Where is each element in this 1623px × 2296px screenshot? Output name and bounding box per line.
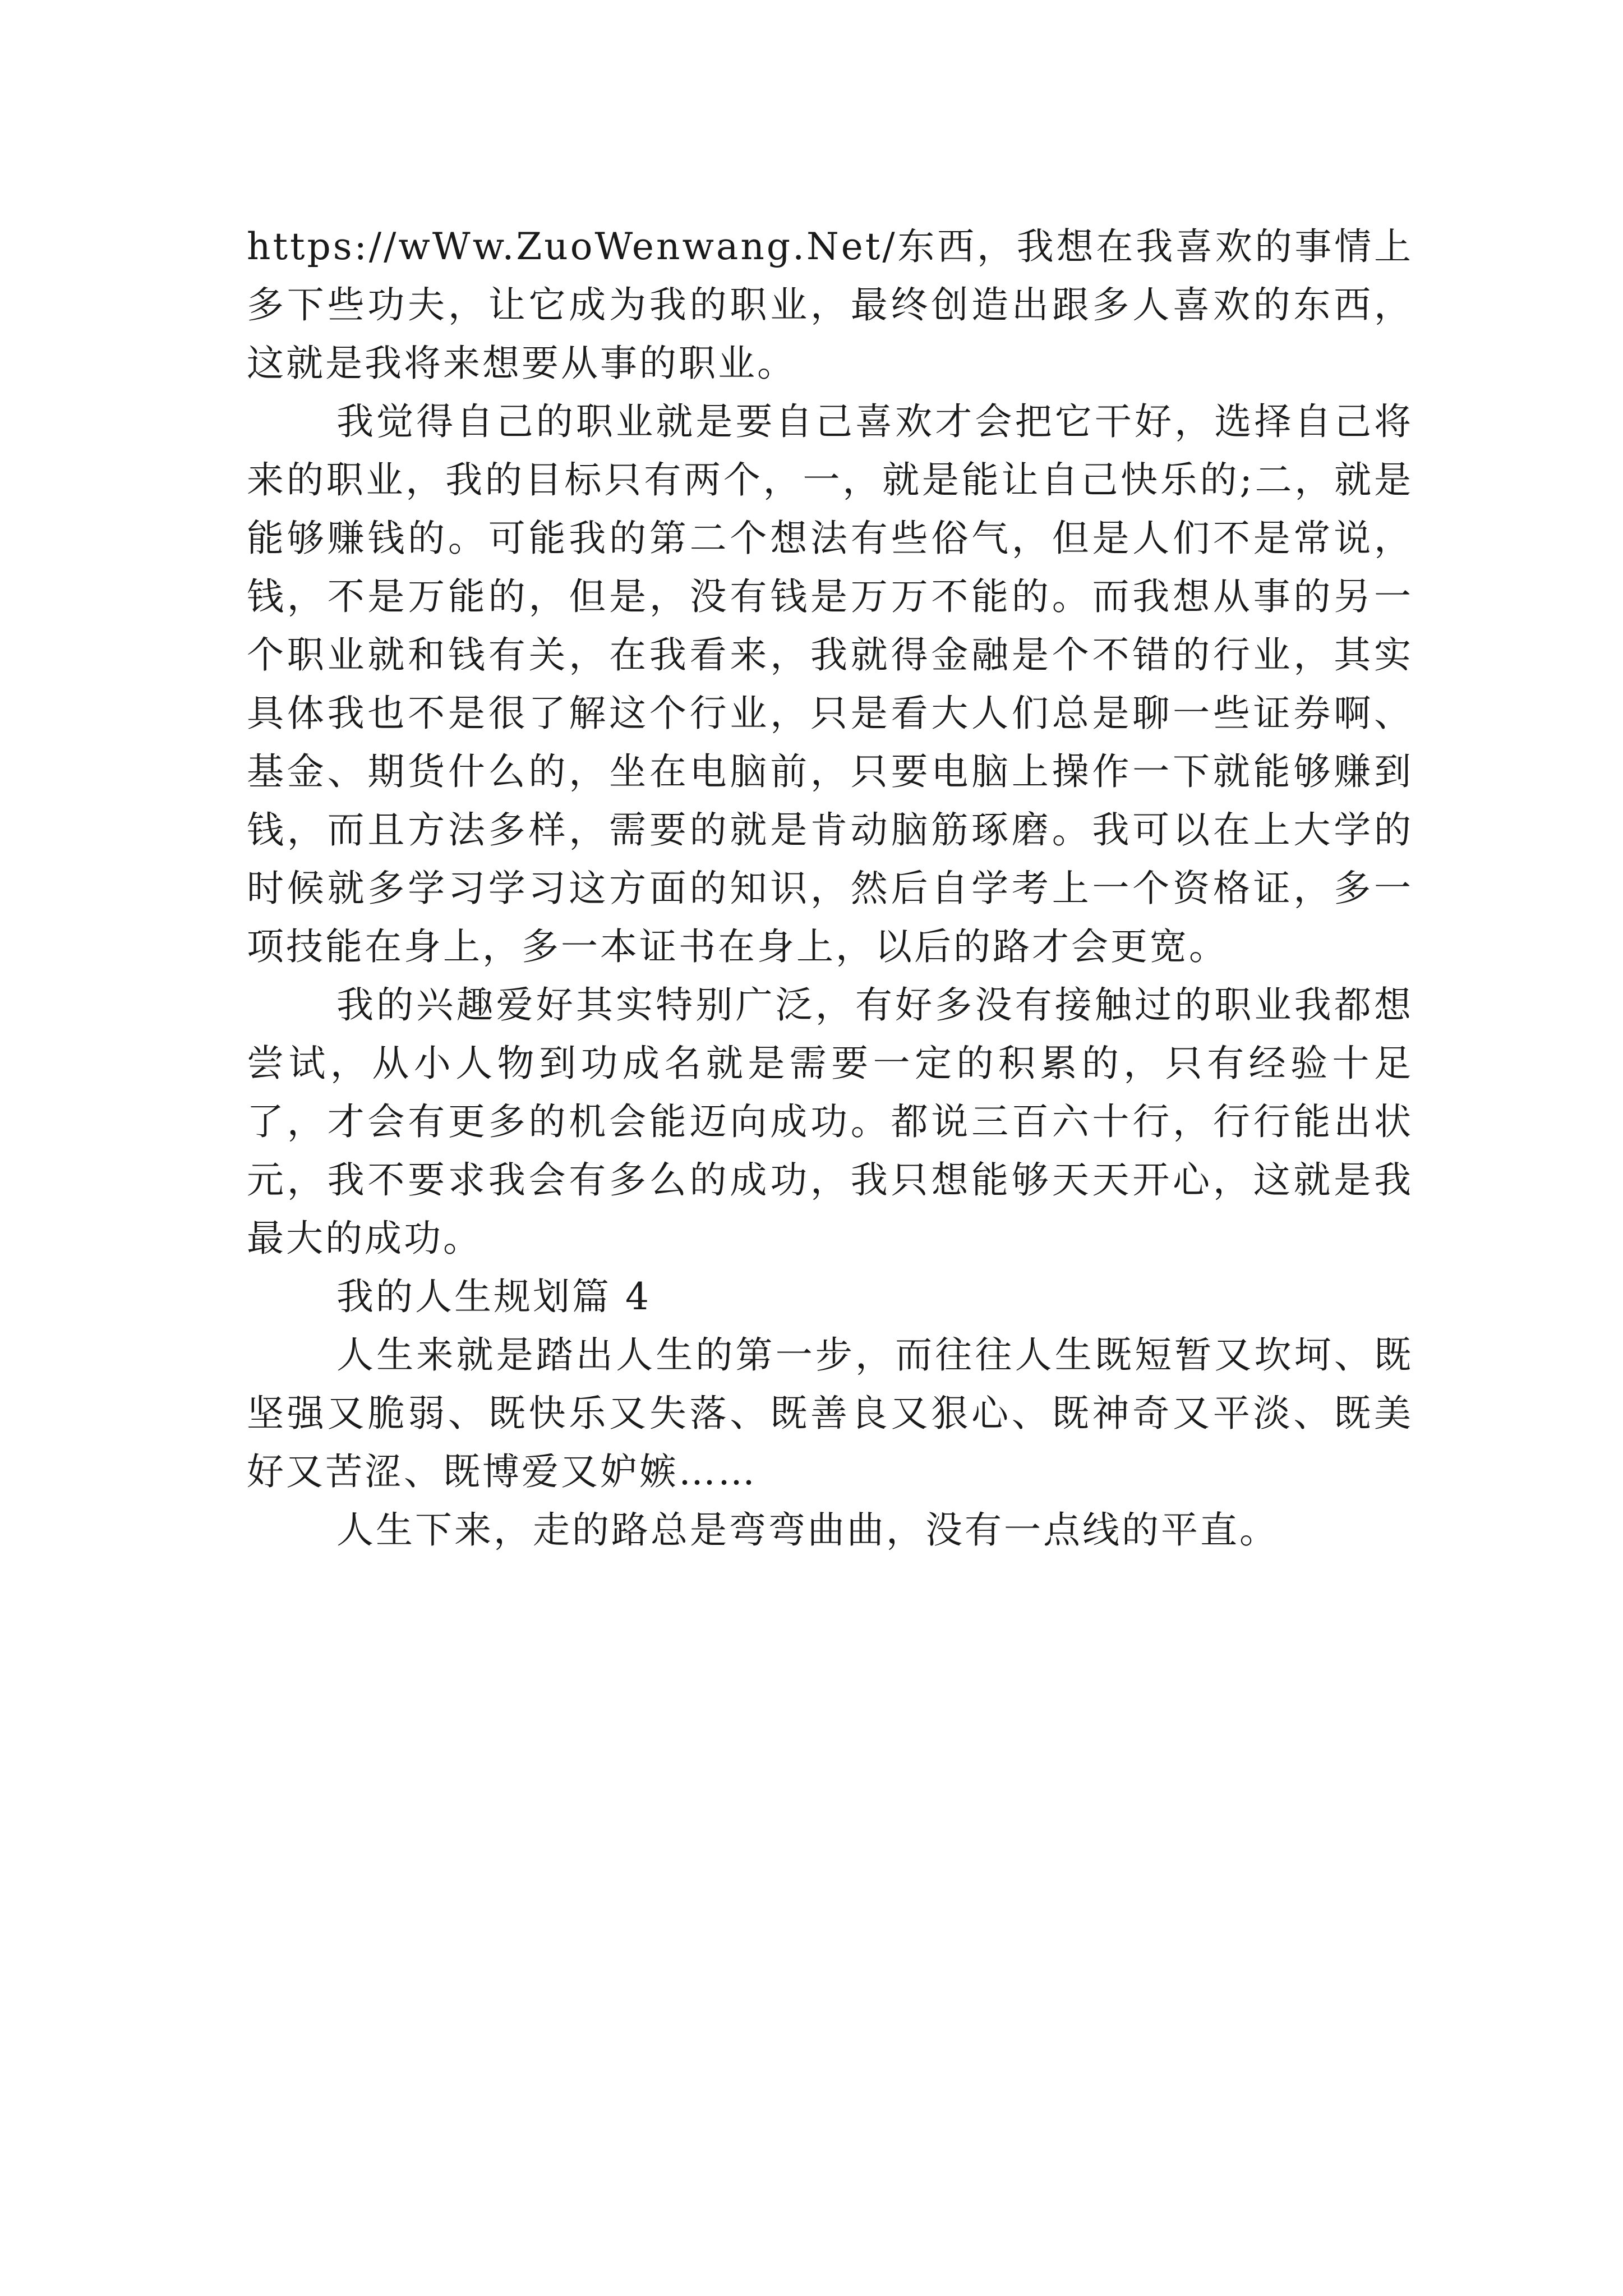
paragraph-3: 我的兴趣爱好其实特别广泛，有好多没有接触过的职业我都想尝试，从小人物到功成名就是需要一定的积累的，只有经验十足了，才会有更多的机会能迈向成功。都说三百六十行，行行能出状元，我不要求我会有多么的成功，我只想能够天天开心，这就是我最大的成功。 bbox=[247, 983, 1413, 1260]
section-heading: 我的人生规划篇 4 bbox=[336, 1275, 651, 1318]
paragraph-4: 人生来就是踏出人生的第一步，而往往人生既短暂又坎坷、既坚强又脆弱、既快乐又失落、既善良又狠心、既神奇又平淡、既美好又苦涩、既博爱又妒嫉…… bbox=[247, 1333, 1413, 1493]
paragraph-1: https://wWw.ZuoWenwang.Net/东西，我想在我喜欢的事情上多下些功夫，让它成为我的职业，最终创造出跟多人喜欢的东西，这就是我将来想要从事的职业。 bbox=[247, 225, 1413, 385]
paragraph-2: 我觉得自己的职业就是要自己喜欢才会把它干好，选择自己将来的职业，我的目标只有两个，一，就是能让自己快乐的;二，就是能够赚钱的。可能我的第二个想法有些俗气，但是人们不是常说，钱，不是万能的，但是，没有钱是万万不能的。而我想从事的另一个职业就和钱有关，在我看来，我就得金融是个不错的行业，其实具体我也不是很了解这个行业，只是看大人们总是聊一些证券啊、基金、期货什么的，坐在电脑前，只要电脑上操作一下就能够赚到钱，而且方法多样，需要的就是肯动脑筋琢磨。我可以在上大学的时候就多学习学习这方面的知识，然后自学考上一个资格证，多一项技能在身上，多一本证书在身上，以后的路才会更宽。 bbox=[247, 400, 1413, 968]
document-body bbox=[247, 218, 1413, 1559]
paragraph-5: 人生下来，走的路总是弯弯曲曲，没有一点线的平直。 bbox=[336, 1508, 1279, 1552]
